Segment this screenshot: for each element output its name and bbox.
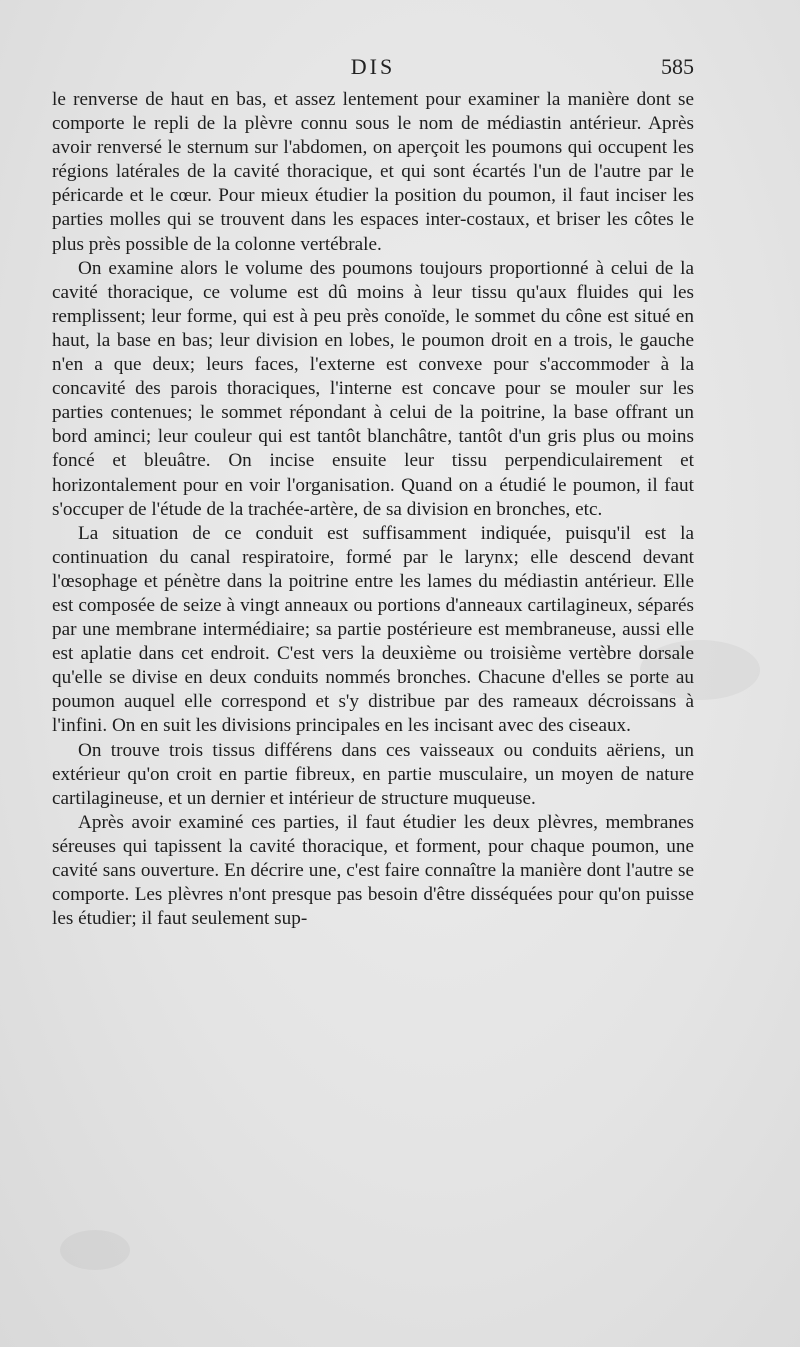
page-header xyxy=(52,54,694,84)
page-number: 585 xyxy=(661,54,694,79)
paragraph: Après avoir examiné ces parties, il faut étudier les deux plèvres, membranes séreuses qui tapissent la cavité thoracique, et forment, pour chaque poumon, une cavité sans ouverture. En décrire une, c'est faire connaître la manière dont l'autre se comporte. Les plèvres n'ont presque pas besoin d'être disséquées pour qu'on puisse les étudier; il faut seulement sup- xyxy=(52,811,694,930)
paragraph: On trouve trois tissus différens dans ces vaisseaux ou conduits aëriens, un extérieur qu'on croit en partie fibreux, en partie musculaire, un moyen de nature cartilagineuse, et un dernier et intérieur de structure muqueuse. xyxy=(52,739,694,809)
paragraph: On examine alors le volume des poumons toujours proportionné à celui de la cavité thoracique, ce volume est dû moins à leur tissu qu'aux fluides qui les remplissent; leur forme, qui est à peu près conoïde, le sommet du cône est situé en haut, la base en bas; leur division en lobes, le poumon droit en a trois, le gauche n'en a que deux; leurs faces, l'externe est convexe pour s'accommoder à la concavité des parois thoraciques, l'interne est concave pour se mouler sur les parties contenues; le sommet répondant à celui de la poitrine, la base offrant un bord aminci; leur couleur qui est tantôt blanchâtre, tantôt d'un gris plus ou moins foncé et bleuâtre. On incise ensuite leur tissu perpendiculairement et horizontalement pour en voir l'organisation. Quand on a étudié le poumon, il faut s'occuper de l'étude de la trachée-artère, de sa division en bronches, etc. xyxy=(52,257,694,520)
paragraph: La situation de ce conduit est suffisamment indiquée, puisqu'il est la continuation du canal respiratoire, formé par le larynx; elle descend devant l'œsophage et pénètre dans la poitrine entre les lames du médiastin antérieur. Elle est composée de seize à vingt anneaux ou portions d'anneaux cartilagineux, séparés par une membrane intermédiaire; sa partie postérieure est membraneuse, aussi elle est aplatie dans cet endroit. C'est vers la deuxième ou troisième vertèbre dorsale qu'elle se divise en deux conduits nommés bronches. Chacune d'elles se porte au poumon auquel elle correspond et s'y distribue par des rameaux décroissans à l'infini. On en suit les divisions principales en les incisant avec des ciseaux. xyxy=(52,522,694,737)
body-text xyxy=(52,88,694,931)
paragraph: le renverse de haut en bas, et assez lentement pour examiner la manière dont se comporte le repli de la plèvre connu sous le nom de médiastin antérieur. Après avoir renversé le sternum sur l'abdomen, on aperçoit les poumons qui occupent les régions latérales de la cavité thoracique, et qui sont écartés l'un de l'autre par le péricarde et le cœur. Pour mieux étudier la position du poumon, il faut inciser les parties molles qui se trouvent dans les espaces inter-costaux, et briser les côtes le plus près possible de la colonne vertébrale. xyxy=(52,89,694,255)
paper-stain xyxy=(60,1230,130,1270)
running-head: DIS xyxy=(350,54,396,79)
